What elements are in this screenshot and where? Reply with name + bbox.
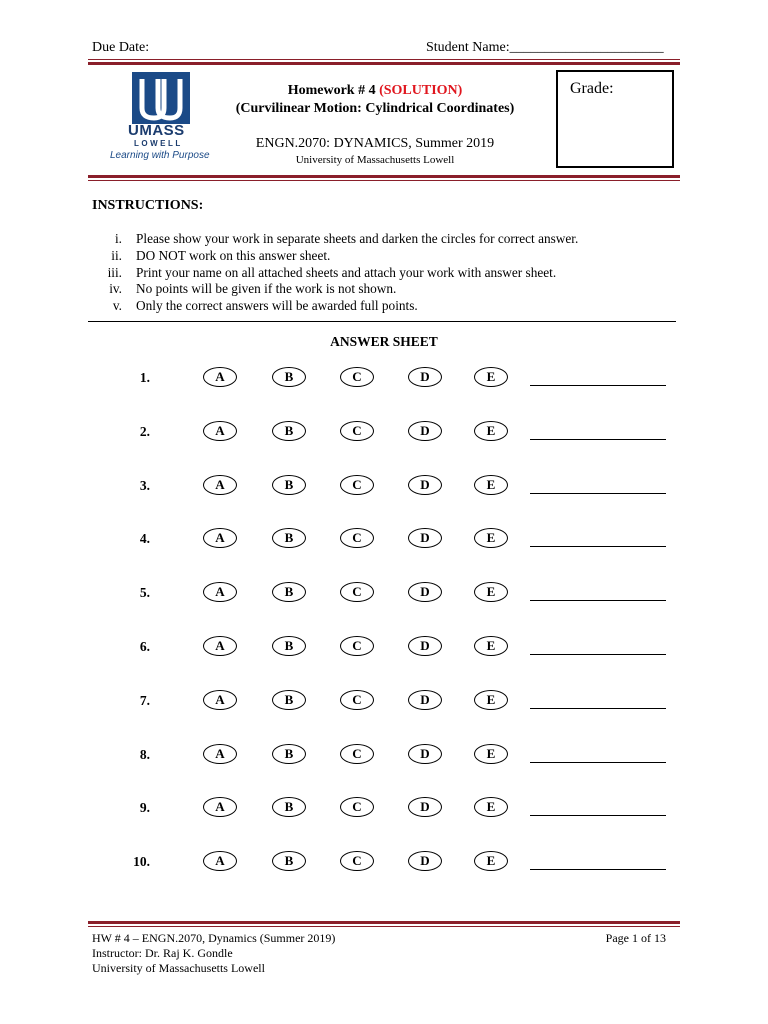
instruction-number: i. — [114, 231, 122, 246]
answer-bubble-a[interactable]: A — [203, 797, 237, 817]
umass-logo-mark-icon — [132, 72, 190, 124]
answer-blank-line[interactable] — [530, 869, 666, 870]
answer-bubble-d[interactable]: D — [408, 421, 442, 441]
homework-title — [200, 83, 550, 99]
answer-bubble-d[interactable]: D — [408, 475, 442, 495]
header-rule-thick — [88, 62, 680, 65]
answer-bubble-a[interactable]: A — [203, 636, 237, 656]
instruction-item — [92, 298, 578, 315]
answer-blank-line[interactable] — [530, 546, 666, 547]
answer-bubble-d[interactable]: D — [408, 636, 442, 656]
instruction-item — [92, 265, 578, 282]
answer-bubble-d[interactable]: D — [408, 582, 442, 602]
question-number: 4. — [139, 531, 150, 546]
answer-bubble-b[interactable]: B — [272, 690, 306, 710]
answer-bubble-c[interactable]: C — [340, 851, 374, 871]
answer-bubble-c[interactable]: C — [340, 797, 374, 817]
footer-rule-thin — [88, 926, 680, 927]
page-number: Page 1 of 13 — [605, 931, 666, 945]
answer-bubble-d[interactable]: D — [408, 690, 442, 710]
logo-tagline: Learning with Purpose — [110, 150, 210, 161]
answer-bubble-d[interactable]: D — [408, 528, 442, 548]
answer-row — [0, 582, 768, 606]
answer-row — [0, 744, 768, 768]
answer-row — [0, 851, 768, 875]
answer-bubble-e[interactable]: E — [474, 475, 508, 495]
instructions-list — [92, 231, 578, 315]
answer-row — [0, 797, 768, 821]
question-number: 3. — [139, 478, 150, 493]
answer-bubble-a[interactable]: A — [203, 744, 237, 764]
answer-bubble-a[interactable]: A — [203, 528, 237, 548]
answer-bubble-c[interactable]: C — [340, 421, 374, 441]
instruction-text: Only the correct answers will be awarded full points. — [136, 298, 418, 314]
answer-row — [0, 475, 768, 499]
solution-label: (SOLUTION) — [379, 83, 463, 98]
question-number: 8. — [139, 747, 150, 762]
answer-bubble-e[interactable]: E — [474, 421, 508, 441]
homework-subtitle: (Curvilinear Motion: Cylindrical Coordinates) — [235, 101, 515, 116]
answer-blank-line[interactable] — [530, 708, 666, 709]
answer-bubble-d[interactable]: D — [408, 744, 442, 764]
header-bottom-rule-thick — [88, 175, 680, 178]
footer-course: HW # 4 – ENGN.2070, Dynamics (Summer 2019) — [92, 931, 336, 945]
header-bottom-rule-thin — [88, 180, 680, 181]
answer-bubble-c[interactable]: C — [340, 475, 374, 495]
question-number: 9. — [139, 800, 150, 815]
question-number: 5. — [139, 585, 150, 600]
answer-bubble-d[interactable]: D — [408, 797, 442, 817]
answer-bubble-a[interactable]: A — [203, 851, 237, 871]
logo-text-lowell: LOWELL — [134, 139, 183, 148]
answer-bubble-c[interactable]: C — [340, 528, 374, 548]
footer-instructor: Instructor: Dr. Raj K. Gondle — [92, 946, 233, 960]
answer-bubble-b[interactable]: B — [272, 744, 306, 764]
course-title: ENGN.2070: DYNAMICS, Summer 2019 — [255, 136, 495, 151]
answer-row — [0, 367, 768, 391]
answer-bubble-e[interactable]: E — [474, 582, 508, 602]
due-date-label: Due Date: — [92, 40, 150, 55]
answer-bubble-e[interactable]: E — [474, 797, 508, 817]
grade-box[interactable] — [556, 70, 674, 168]
footer-university: University of Massachusetts Lowell — [92, 961, 265, 975]
answer-bubble-e[interactable]: E — [474, 367, 508, 387]
instructions-title: INSTRUCTIONS: — [92, 198, 204, 213]
answer-bubble-a[interactable]: A — [203, 421, 237, 441]
answer-bubble-c[interactable]: C — [340, 367, 374, 387]
instruction-item — [92, 248, 578, 265]
question-number: 6. — [139, 639, 150, 654]
answer-bubble-b[interactable]: B — [272, 421, 306, 441]
answer-bubble-e[interactable]: E — [474, 690, 508, 710]
answer-blank-line[interactable] — [530, 815, 666, 816]
answer-bubble-a[interactable]: A — [203, 582, 237, 602]
grade-label: Grade: — [570, 80, 614, 97]
answer-bubble-c[interactable]: C — [340, 582, 374, 602]
instruction-number: v. — [112, 298, 122, 314]
answer-bubble-e[interactable]: E — [474, 744, 508, 764]
footer-info — [92, 931, 335, 976]
instruction-text: No points will be given if the work is not shown. — [136, 281, 397, 297]
answer-blank-line[interactable] — [530, 762, 666, 763]
instruction-item — [92, 281, 578, 298]
answer-blank-line[interactable] — [530, 439, 666, 440]
answer-bubble-e[interactable]: E — [474, 851, 508, 871]
logo-text-umass: UMASS — [128, 122, 185, 139]
answer-bubble-c[interactable]: C — [340, 690, 374, 710]
answer-bubble-b[interactable]: B — [272, 367, 306, 387]
answer-row — [0, 421, 768, 445]
answer-bubble-b[interactable]: B — [272, 528, 306, 548]
instruction-number: iii. — [107, 264, 122, 280]
homework-number: Homework # 4 — [287, 83, 376, 98]
answer-row — [0, 636, 768, 660]
university-name: University of Massachusetts Lowell — [295, 154, 455, 166]
instruction-item — [92, 231, 578, 248]
instruction-text: DO NOT work on this answer sheet. — [136, 247, 331, 263]
answer-bubble-b[interactable]: B — [272, 582, 306, 602]
answer-bubble-b[interactable]: B — [272, 636, 306, 656]
instruction-number: iv. — [109, 281, 122, 297]
answer-bubble-c[interactable]: C — [340, 744, 374, 764]
answer-bubble-a[interactable]: A — [203, 475, 237, 495]
answer-bubble-b[interactable]: B — [272, 797, 306, 817]
answer-bubble-b[interactable]: B — [272, 851, 306, 871]
answer-blank-line[interactable] — [530, 600, 666, 601]
header-rule-thin — [88, 59, 680, 60]
answer-bubble-a[interactable]: A — [203, 690, 237, 710]
instruction-number: ii. — [111, 247, 122, 263]
question-number: 1. — [139, 370, 150, 385]
answer-bubble-d[interactable]: D — [408, 851, 442, 871]
instruction-text: Print your name on all attached sheets and attach your work with answer sheet. — [136, 264, 557, 280]
answer-bubble-e[interactable]: E — [474, 528, 508, 548]
answer-sheet-title: ANSWER SHEET — [330, 334, 438, 349]
question-number: 2. — [139, 424, 150, 439]
answer-blank-line[interactable] — [530, 654, 666, 655]
answer-bubble-c[interactable]: C — [340, 636, 374, 656]
answer-bubble-a[interactable]: A — [203, 367, 237, 387]
answer-bubble-b[interactable]: B — [272, 475, 306, 495]
answer-blank-line[interactable] — [530, 385, 666, 386]
question-number: 7. — [139, 693, 150, 708]
student-name-label: Student Name:______________________ — [426, 40, 664, 55]
instructions-divider — [88, 321, 676, 322]
footer-rule-thick — [88, 921, 680, 924]
answer-row — [0, 690, 768, 714]
answer-bubble-e[interactable]: E — [474, 636, 508, 656]
answer-bubble-d[interactable]: D — [408, 367, 442, 387]
question-number: 10. — [133, 854, 150, 869]
instruction-text: Please show your work in separate sheets and darken the circles for correct answer. — [136, 231, 579, 246]
answer-row — [0, 528, 768, 552]
answer-blank-line[interactable] — [530, 493, 666, 494]
